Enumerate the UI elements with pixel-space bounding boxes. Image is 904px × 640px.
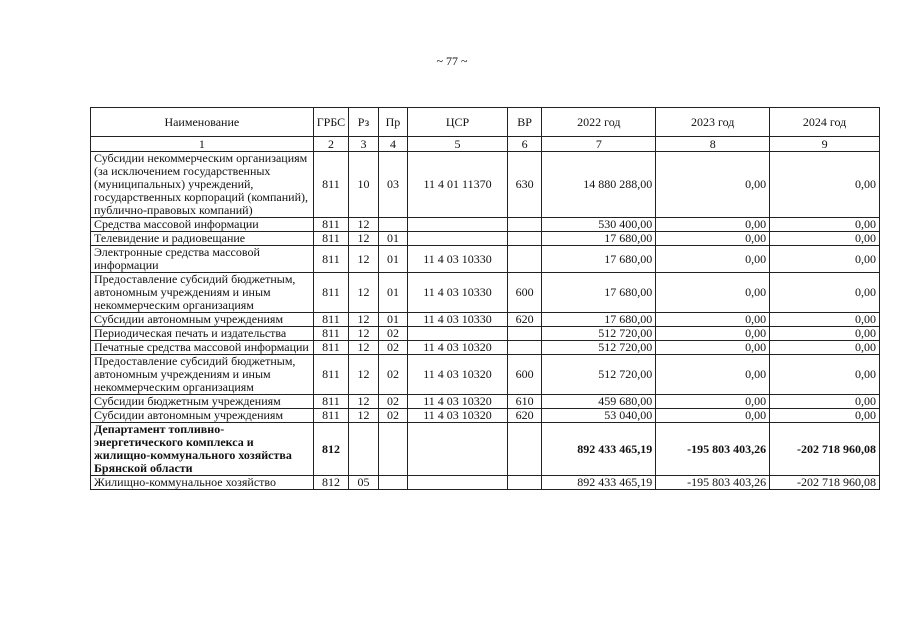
header-2023: 2023 год xyxy=(656,108,770,137)
table-row xyxy=(91,409,880,423)
cell-2024: 0,00 xyxy=(770,232,880,246)
cell-2024: 0,00 xyxy=(770,355,880,395)
cell-rz: 12 xyxy=(349,355,378,395)
cell-pr: 01 xyxy=(378,313,407,327)
cell-name: Субсидии автономным учреждениям xyxy=(91,409,314,423)
header-csr: ЦСР xyxy=(408,108,508,137)
cell-vr xyxy=(507,327,542,341)
cell-2023: 0,00 xyxy=(656,313,770,327)
header-name: Наименование xyxy=(91,108,314,137)
cell-2024: 0,00 xyxy=(770,152,880,218)
cell-grbs: 811 xyxy=(313,313,349,327)
column-number: 7 xyxy=(542,137,656,152)
cell-2022: 892 433 465,19 xyxy=(542,476,656,490)
cell-name: Субсидии автономным учреждениям xyxy=(91,313,314,327)
table-row xyxy=(91,423,880,476)
table-row xyxy=(91,327,880,341)
cell-vr xyxy=(507,246,542,273)
cell-name: Средства массовой информации xyxy=(91,218,314,232)
cell-csr xyxy=(408,327,508,341)
table-row xyxy=(91,476,880,490)
cell-grbs: 811 xyxy=(313,152,349,218)
cell-vr xyxy=(507,341,542,355)
cell-rz: 12 xyxy=(349,409,378,423)
header-rz: Рз xyxy=(349,108,378,137)
cell-2024: 0,00 xyxy=(770,246,880,273)
cell-grbs: 811 xyxy=(313,218,349,232)
cell-vr: 620 xyxy=(507,313,542,327)
cell-rz: 10 xyxy=(349,152,378,218)
page-number: ~ 77 ~ xyxy=(436,54,468,68)
cell-vr xyxy=(507,476,542,490)
table-row xyxy=(91,395,880,409)
cell-pr: 02 xyxy=(378,355,407,395)
cell-grbs: 811 xyxy=(313,409,349,423)
column-number: 4 xyxy=(378,137,407,152)
cell-2022: 512 720,00 xyxy=(542,355,656,395)
table-row xyxy=(91,152,880,218)
cell-2022: 17 680,00 xyxy=(542,232,656,246)
cell-2024: 0,00 xyxy=(770,273,880,313)
cell-grbs: 811 xyxy=(313,246,349,273)
cell-2022: 530 400,00 xyxy=(542,218,656,232)
cell-grbs: 811 xyxy=(313,273,349,313)
cell-2022: 512 720,00 xyxy=(542,341,656,355)
column-number: 5 xyxy=(408,137,508,152)
cell-name: Периодическая печать и издательства xyxy=(91,327,314,341)
cell-2023: 0,00 xyxy=(656,355,770,395)
cell-vr: 610 xyxy=(507,395,542,409)
cell-rz: 05 xyxy=(349,476,378,490)
table-row xyxy=(91,273,880,313)
table-row xyxy=(91,246,880,273)
cell-2024: 0,00 xyxy=(770,395,880,409)
cell-pr: 02 xyxy=(378,341,407,355)
header-row xyxy=(91,108,880,137)
table-row xyxy=(91,313,880,327)
cell-csr: 11 4 03 10320 xyxy=(408,355,508,395)
cell-2023: 0,00 xyxy=(656,395,770,409)
cell-grbs: 812 xyxy=(313,423,349,476)
cell-pr: 02 xyxy=(378,327,407,341)
cell-grbs: 812 xyxy=(313,476,349,490)
cell-pr: 02 xyxy=(378,395,407,409)
cell-vr xyxy=(507,232,542,246)
budget-table xyxy=(90,107,880,490)
cell-2024: 0,00 xyxy=(770,341,880,355)
table-body xyxy=(91,152,880,490)
cell-pr: 03 xyxy=(378,152,407,218)
cell-name: Печатные средства массовой информации xyxy=(91,341,314,355)
header-pr: Пр xyxy=(378,108,407,137)
cell-pr: 01 xyxy=(378,273,407,313)
cell-2023: 0,00 xyxy=(656,232,770,246)
cell-grbs: 811 xyxy=(313,232,349,246)
cell-rz xyxy=(349,423,378,476)
cell-pr: 01 xyxy=(378,246,407,273)
cell-vr: 630 xyxy=(507,152,542,218)
cell-name: Предоставление субсидий бюджетным, автономным учреждениям и иным некоммерческим организациям xyxy=(91,273,314,313)
cell-2023: 0,00 xyxy=(656,273,770,313)
cell-2023: 0,00 xyxy=(656,409,770,423)
cell-2024: 0,00 xyxy=(770,313,880,327)
cell-csr xyxy=(408,232,508,246)
cell-rz: 12 xyxy=(349,341,378,355)
column-number: 3 xyxy=(349,137,378,152)
cell-vr: 600 xyxy=(507,273,542,313)
cell-2024: -202 718 960,08 xyxy=(770,476,880,490)
cell-rz: 12 xyxy=(349,327,378,341)
cell-csr: 11 4 01 11370 xyxy=(408,152,508,218)
cell-csr xyxy=(408,218,508,232)
cell-pr: 01 xyxy=(378,232,407,246)
column-number: 9 xyxy=(770,137,880,152)
cell-2023: 0,00 xyxy=(656,218,770,232)
cell-2024: 0,00 xyxy=(770,218,880,232)
cell-name: Субсидии некоммерческим организациям (за исключением государственных (муниципальных) учреждений, государственных корпораций (компаний), публично-правовых компаний) xyxy=(91,152,314,218)
cell-2023: -195 803 403,26 xyxy=(656,476,770,490)
cell-vr xyxy=(507,423,542,476)
column-number: 1 xyxy=(91,137,314,152)
cell-2023: 0,00 xyxy=(656,327,770,341)
table-row xyxy=(91,341,880,355)
cell-name: Электронные средства массовой информации xyxy=(91,246,314,273)
cell-name: Телевидение и радиовещание xyxy=(91,232,314,246)
cell-2022: 17 680,00 xyxy=(542,246,656,273)
cell-rz: 12 xyxy=(349,273,378,313)
cell-2022: 17 680,00 xyxy=(542,313,656,327)
header-grbs: ГРБС xyxy=(313,108,349,137)
cell-name: Предоставление субсидий бюджетным, автономным учреждениям и иным некоммерческим организациям xyxy=(91,355,314,395)
cell-csr: 11 4 03 10330 xyxy=(408,273,508,313)
table-row xyxy=(91,232,880,246)
cell-rz: 12 xyxy=(349,246,378,273)
cell-vr: 620 xyxy=(507,409,542,423)
cell-pr xyxy=(378,476,407,490)
cell-name: Субсидии бюджетным учреждениям xyxy=(91,395,314,409)
cell-2023: 0,00 xyxy=(656,341,770,355)
column-number: 8 xyxy=(656,137,770,152)
cell-rz: 12 xyxy=(349,218,378,232)
cell-rz: 12 xyxy=(349,313,378,327)
cell-csr: 11 4 03 10330 xyxy=(408,246,508,273)
cell-rz: 12 xyxy=(349,232,378,246)
cell-rz: 12 xyxy=(349,395,378,409)
column-number: 2 xyxy=(313,137,349,152)
cell-pr xyxy=(378,423,407,476)
cell-2023: -195 803 403,26 xyxy=(656,423,770,476)
cell-2022: 53 040,00 xyxy=(542,409,656,423)
cell-pr: 02 xyxy=(378,409,407,423)
cell-csr: 11 4 03 10320 xyxy=(408,409,508,423)
cell-pr xyxy=(378,218,407,232)
header-2024: 2024 год xyxy=(770,108,880,137)
cell-grbs: 811 xyxy=(313,355,349,395)
cell-csr: 11 4 03 10330 xyxy=(408,313,508,327)
table-row xyxy=(91,218,880,232)
column-number: 6 xyxy=(507,137,542,152)
cell-2022: 512 720,00 xyxy=(542,327,656,341)
column-number-row xyxy=(91,137,880,152)
cell-csr xyxy=(408,476,508,490)
cell-csr xyxy=(408,423,508,476)
cell-csr: 11 4 03 10320 xyxy=(408,395,508,409)
cell-csr: 11 4 03 10320 xyxy=(408,341,508,355)
cell-2022: 17 680,00 xyxy=(542,273,656,313)
cell-2022: 459 680,00 xyxy=(542,395,656,409)
cell-grbs: 811 xyxy=(313,327,349,341)
cell-grbs: 811 xyxy=(313,341,349,355)
cell-2024: 0,00 xyxy=(770,409,880,423)
cell-name: Департамент топливно-энергетического комплекса и жилищно-коммунального хозяйства Брянской области xyxy=(91,423,314,476)
cell-name: Жилищно-коммунальное хозяйство xyxy=(91,476,314,490)
cell-vr xyxy=(507,218,542,232)
cell-2022: 14 880 288,00 xyxy=(542,152,656,218)
table-row xyxy=(91,355,880,395)
cell-2024: -202 718 960,08 xyxy=(770,423,880,476)
header-vr: ВР xyxy=(507,108,542,137)
cell-2024: 0,00 xyxy=(770,327,880,341)
cell-grbs: 811 xyxy=(313,395,349,409)
header-2022: 2022 год xyxy=(542,108,656,137)
cell-2023: 0,00 xyxy=(656,246,770,273)
cell-2022: 892 433 465,19 xyxy=(542,423,656,476)
cell-vr: 600 xyxy=(507,355,542,395)
cell-2023: 0,00 xyxy=(656,152,770,218)
